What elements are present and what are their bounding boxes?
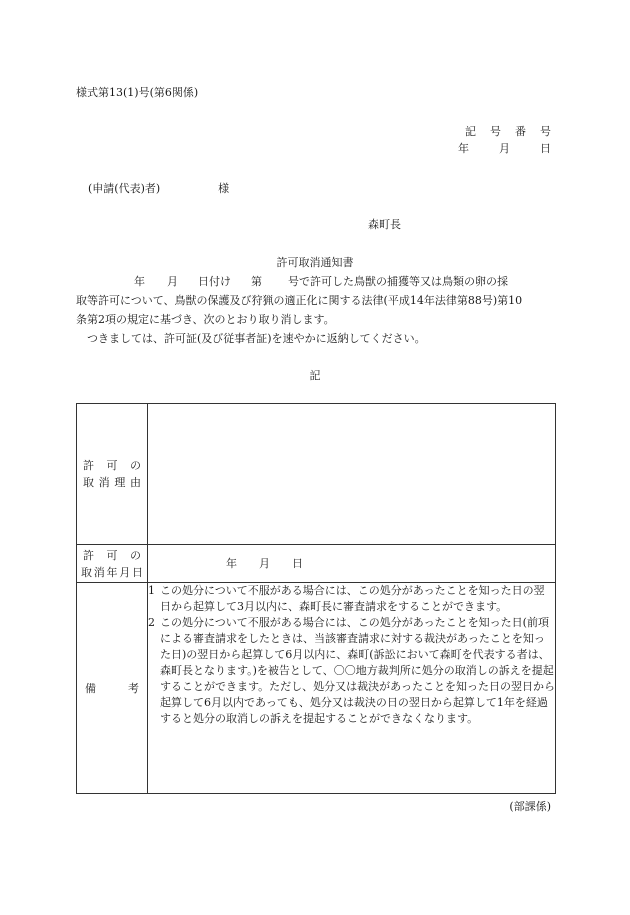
date-header-line-1: 許可の: [83, 548, 141, 562]
body-dai: 第: [251, 275, 262, 288]
body-line-2: 取等許可について、鳥獣の保護及び狩猟の適正化に関する法律(平成14年法律第88号)第10: [76, 294, 523, 307]
date-month: 月: [259, 557, 270, 570]
notes-header: [77, 583, 148, 794]
details-table: [76, 403, 556, 794]
sender: 森町長: [368, 218, 401, 231]
reason-header-line-2: 取消理由: [83, 476, 141, 489]
issue-date-year: 年: [458, 142, 469, 155]
note-item: [148, 615, 555, 727]
note-number: 1: [148, 584, 155, 597]
addressee: [88, 183, 229, 194]
body-day: 日付け: [198, 275, 231, 288]
body-line-1-rest: 号で許可した鳥獣の捕獲等又は鳥類の卵の採: [288, 275, 508, 288]
body-year: 年: [134, 275, 145, 288]
document-number-label: [465, 126, 551, 137]
document-title: 許可取消通知書: [276, 256, 354, 269]
body-line-4-text: つきましては、許可証(及び従事者証)を速やかに返納してください。: [87, 332, 426, 345]
reason-header-line-1: 許可の: [83, 459, 141, 472]
addressee-honorific: 様: [218, 182, 230, 195]
date-header: [77, 545, 148, 583]
body-month: 月: [167, 275, 178, 288]
date-day: 日: [292, 557, 303, 570]
doc-number-char: 号: [490, 125, 501, 138]
doc-number-char: 記: [465, 125, 476, 138]
department: (部課係): [509, 800, 551, 813]
note-item: [148, 583, 555, 615]
issue-date: [458, 143, 551, 154]
issue-date-day: 日: [540, 142, 551, 155]
table-row-date: [77, 545, 556, 583]
notes-header-label: 備考: [85, 681, 139, 695]
body-text: [76, 272, 556, 348]
body-line-4: [76, 329, 556, 348]
note-number: 2: [148, 616, 155, 629]
body-line-1: [76, 272, 556, 291]
addressee-label: (申請(代表)者): [88, 182, 161, 195]
date-header-line-2: 取消年月日: [81, 565, 143, 579]
doc-number-char: 番: [515, 125, 526, 138]
reason-header: [77, 404, 148, 545]
date-value-cell[interactable]: [148, 545, 556, 583]
doc-number-char: 号: [540, 125, 551, 138]
body-line-3: 条第2項の規定に基づき、次のとおり取り消します。: [76, 313, 335, 326]
form-number: 様式第13(1)号(第6関係): [76, 86, 199, 99]
ki-heading: 記: [309, 369, 321, 382]
note-text: この処分について不服がある場合には、この処分があったことを知った日の翌日から起算して3月以内に、森町長に審査請求をすることができます。: [160, 584, 545, 613]
note-text: この処分について不服がある場合には、この処分があったことを知った日(前項による審査請求をしたときは、当該審査請求に対する裁決があったことを知った日)の翌日から起算して6月以内に、森町(訴訟において森町を代表する者は、森町長となります。)を被告として、〇〇地方裁判所に処分の取消しの訴えを提起することができます。ただし、処分又は裁決があったことを知った日の翌日から起算して6月以内であっても、処分又は裁決の日の翌日から起算して1年を経過すると処分の取消しの訴えを提起することができなくなります。: [160, 616, 556, 725]
reason-value-cell[interactable]: [148, 404, 556, 545]
issue-date-month: 月: [499, 142, 510, 155]
table-row-reason: [77, 404, 556, 545]
table-row-notes: [77, 583, 556, 794]
notes-cell: [148, 583, 556, 794]
date-year: 年: [226, 557, 237, 570]
